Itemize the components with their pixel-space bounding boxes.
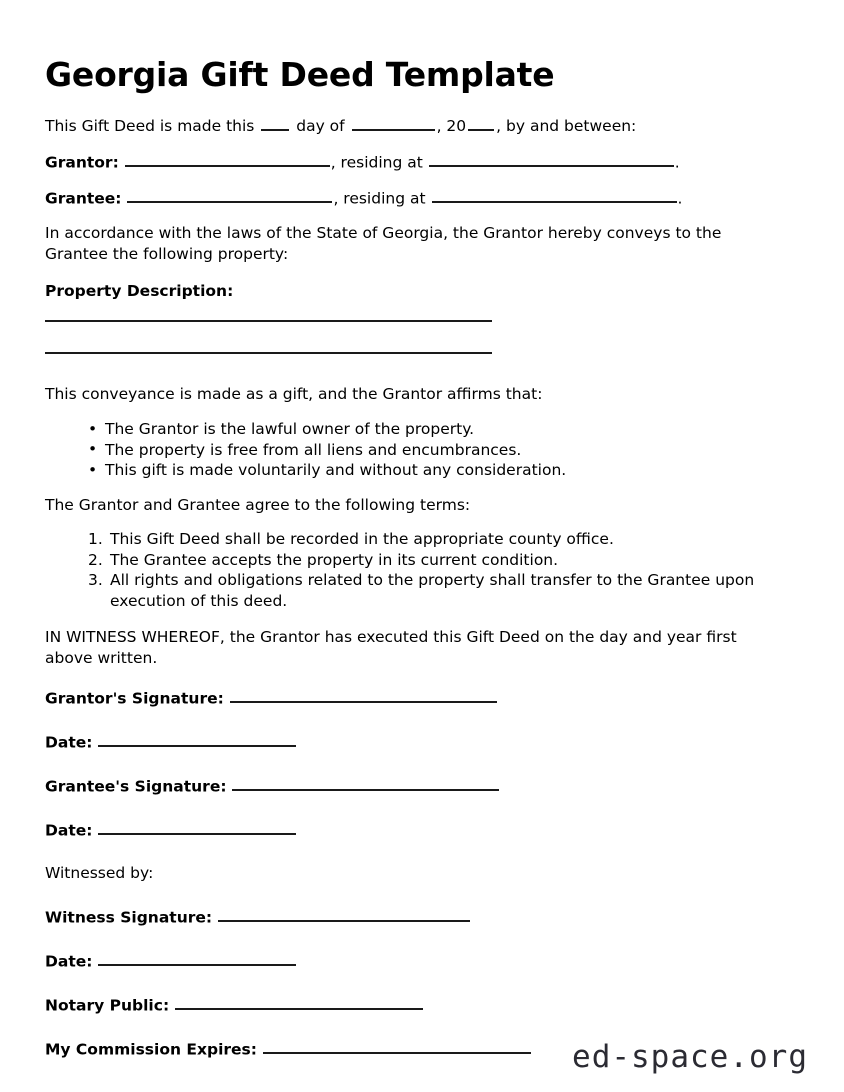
witness-signature-blank[interactable]	[218, 906, 470, 922]
grantee-date-row	[45, 819, 784, 841]
property-description-heading: Property Description:	[45, 282, 234, 301]
witness-signature-row	[45, 906, 784, 928]
day-blank[interactable]	[261, 116, 289, 131]
grantee-name-blank[interactable]	[127, 187, 332, 203]
commission-expires-blank[interactable]	[263, 1038, 531, 1054]
grantee-signature-row	[45, 775, 784, 797]
grantor-residing-text: , residing at	[330, 153, 423, 172]
intro-text-part4: , by and between:	[496, 117, 637, 136]
notary-public-label: Notary Public:	[45, 995, 170, 1014]
grantor-signature-label: Grantor's Signature:	[45, 688, 224, 707]
affirms-intro-paragraph: This conveyance is made as a gift, and the Grantor affirms that:	[45, 385, 543, 404]
grantee-date-label: Date:	[45, 820, 93, 839]
list-item: The Grantee accepts the property in its current condition.	[110, 550, 559, 569]
notary-public-blank[interactable]	[175, 994, 423, 1010]
witnessed-by-label: Witnessed by:	[45, 863, 154, 882]
list-item: • The Grantor is the lawful owner of the property.	[88, 419, 784, 439]
grantor-field-row	[45, 151, 784, 173]
affirmations-list	[45, 419, 784, 480]
grantee-label: Grantee:	[45, 189, 122, 208]
grantor-trailing-period: .	[674, 153, 680, 172]
grantor-name-blank[interactable]	[125, 151, 330, 167]
witness-clause-paragraph: IN WITNESS WHEREOF, the Grantor has executed this Gift Deed on the day and year first above written.	[45, 628, 737, 667]
terms-list	[45, 529, 784, 611]
conveyance-paragraph: In accordance with the laws of the State of Georgia, the Grantor hereby conveys to the Grantee the following property:	[45, 223, 722, 263]
signature-block	[45, 687, 784, 1060]
grantor-address-blank[interactable]	[429, 151, 674, 167]
witness-date-blank[interactable]	[98, 950, 296, 966]
page-title: Georgia Gift Deed Template	[45, 55, 555, 94]
intro-paragraph	[45, 116, 784, 137]
grantor-date-blank[interactable]	[98, 731, 296, 747]
intro-text-part1: This Gift Deed is made this	[45, 117, 255, 136]
grantor-signature-row	[45, 687, 784, 709]
witness-date-label: Date:	[45, 951, 93, 970]
grantee-date-blank[interactable]	[98, 819, 296, 835]
grantee-field-row	[45, 187, 784, 209]
month-blank[interactable]	[352, 116, 435, 131]
grantee-residing-text: , residing at	[333, 189, 426, 208]
witness-date-row	[45, 950, 784, 972]
grantor-signature-blank[interactable]	[230, 687, 497, 703]
list-item: This Gift Deed shall be recorded in the appropriate county office.	[110, 530, 614, 549]
commission-expires-label: My Commission Expires:	[45, 1039, 257, 1058]
grantor-date-label: Date:	[45, 732, 93, 751]
list-item: All rights and obligations related to the property shall transfer to the Grantee upon execution of this deed.	[110, 571, 755, 610]
grantee-signature-blank[interactable]	[232, 775, 499, 791]
intro-text-part3: , 20	[436, 117, 467, 136]
grantee-trailing-period: .	[677, 189, 683, 208]
site-watermark: ed-space.org	[572, 1039, 808, 1075]
grantor-label: Grantor:	[45, 153, 119, 172]
property-description-blank-line-1[interactable]	[45, 320, 492, 322]
witness-signature-label: Witness Signature:	[45, 907, 213, 926]
list-item: • This gift is made voluntarily and without any consideration.	[88, 460, 784, 480]
grantor-date-row	[45, 731, 784, 753]
notary-public-row	[45, 994, 784, 1016]
year-blank[interactable]	[468, 116, 494, 131]
terms-intro-paragraph: The Grantor and Grantee agree to the following terms:	[45, 495, 471, 514]
grantee-signature-label: Grantee's Signature:	[45, 776, 227, 795]
grantee-address-blank[interactable]	[432, 187, 677, 203]
intro-text-part2: day of	[296, 117, 345, 136]
list-item: • The property is free from all liens and encumbrances.	[88, 440, 784, 460]
property-description-blank-line-2[interactable]	[45, 352, 492, 354]
